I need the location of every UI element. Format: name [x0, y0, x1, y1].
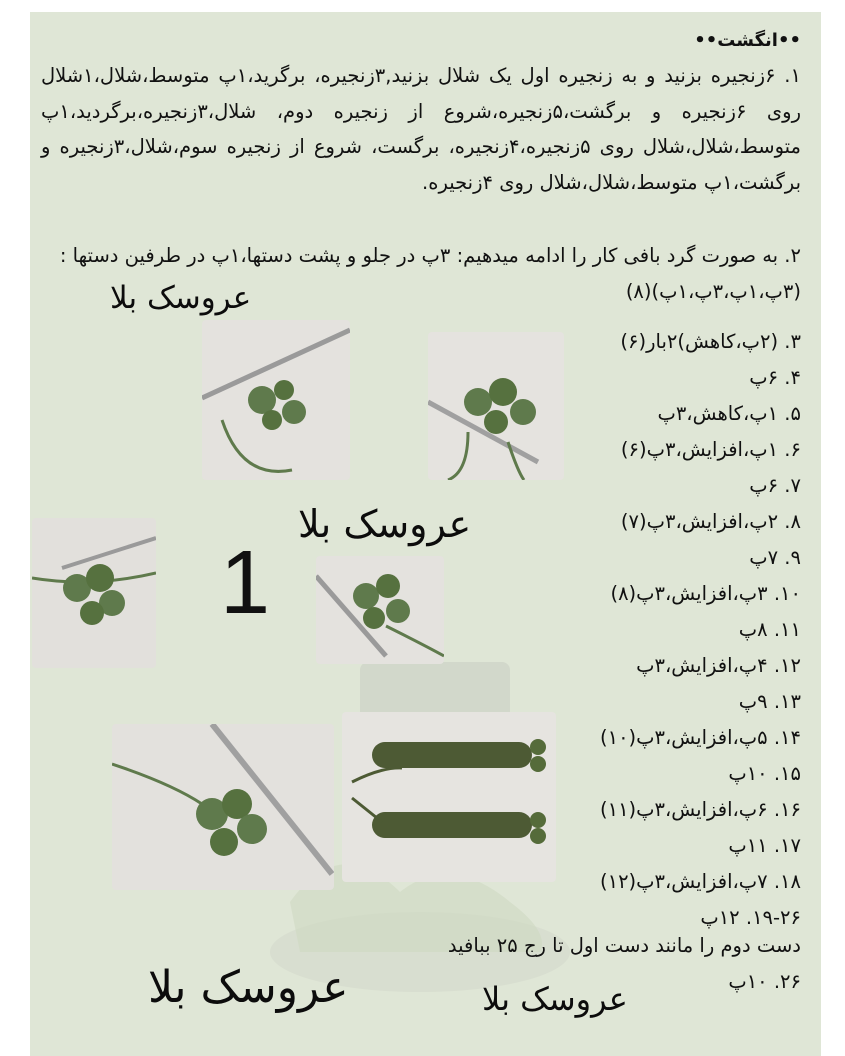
instruction-step-1: ۱. ۶زنجیره بزنید و به زنجیره اول یک شلال بزنید,۳زنجیره، برگرید،۱پ متوسط،شلال،۱شلال روی ۶زنجیره و برگشت،۵زنجیره،شروع از زنجیره دوم، شلال،۳زنجیره،برگردید،۱پ متوسط،شلال،شلال روی ۵زنجیره،۴زنجیره، برگست، شروع از زنجیره سوم،شلال،۳زنجیره و برگشت،۱پ متوسط،شلال،شلال روی ۴زنجیره. — [41, 64, 802, 194]
list-item: ۱۶. ۶پ،افزایش،۳پ(۱۱) — [599, 798, 801, 821]
list-item: ۷. ۶پ — [749, 474, 801, 497]
list-item: ۳. (۲پ،کاهش)۲بار(۶) — [620, 330, 801, 353]
pattern-page — [30, 12, 821, 1056]
list-item: ۹. ۷پ — [749, 546, 801, 569]
list-item: ۱۴. ۵پ،افزایش،۳پ(۱۰) — [599, 726, 801, 749]
list-item: ۱۰. ۳پ،افزایش،۳پ(۸) — [610, 582, 801, 605]
list-item: ۸. ۲پ،افزایش،۳پ(۷) — [620, 510, 801, 533]
list-item: ۵. ۱پ،کاهش،۳پ — [657, 402, 801, 425]
list-item: ۲۶. ۱۰پ — [728, 970, 801, 993]
list-item: ۱۳. ۹پ — [738, 690, 801, 713]
crochet-photo — [202, 320, 350, 480]
crochet-photo — [316, 556, 444, 664]
crochet-photo — [32, 518, 156, 668]
list-item: ۱۵. ۱۰پ — [728, 762, 801, 785]
row-list — [600, 324, 801, 936]
crochet-photo — [428, 332, 564, 480]
watermark-text: عروسک بلا — [482, 980, 628, 1018]
list-item: ۴. ۶پ — [749, 366, 801, 389]
section-heading: ••انگشت•• — [694, 30, 801, 51]
step-number: 1 — [220, 533, 271, 633]
second-hand-note: دست دوم را مانند دست اول تا رج ۲۵ ببافید — [447, 934, 801, 957]
list-item: ۱۲. ۴پ،افزایش،۳پ — [636, 654, 801, 677]
list-item: ۱۹-۲۶. ۱۲پ — [700, 906, 801, 929]
list-item: ۱۸. ۷پ،افزایش،۳پ(۱۲) — [599, 870, 801, 893]
list-item: ۱۱. ۸پ — [738, 618, 801, 641]
list-item: ۱۷. ۱۱پ — [728, 834, 801, 857]
watermark-text: عروسک بلا — [110, 280, 252, 316]
crochet-photo — [342, 712, 556, 882]
crochet-photo — [112, 724, 334, 890]
list-item: ۶. ۱پ،افزایش،۳پ(۶) — [620, 438, 801, 461]
watermark-text: عروسک بلا — [148, 962, 349, 1013]
watermark-text: عروسک بلا — [298, 502, 472, 546]
instruction-step-2: ۲. به صورت گرد بافی کار را ادامه میدهیم: ۳پ در جلو و پشت دستها،۱پ در طرفین دستها :(۳پ،۱پ،۳پ،۱پ)(۸) — [59, 244, 801, 303]
